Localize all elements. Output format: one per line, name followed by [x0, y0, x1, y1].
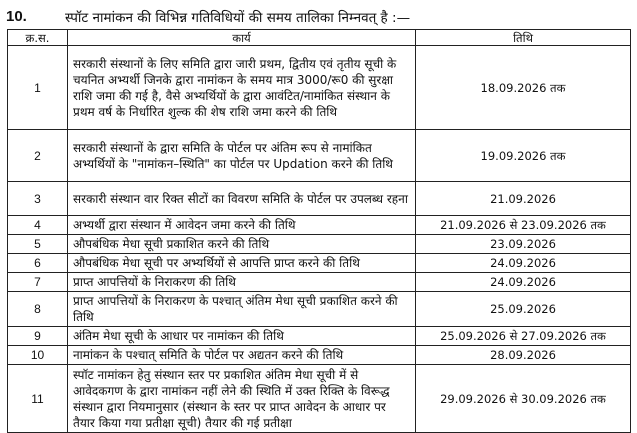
- row-date: 29.09.2026 से 30.09.2026 तक: [416, 365, 631, 433]
- row-activity: प्राप्त आपत्तियों के निराकरण की तिथि: [68, 273, 416, 292]
- section-title: स्पॉट नामांकन की विभिन्न गतिविधियों की समय तालिका निम्नवत् है :—: [65, 10, 411, 26]
- col-header-date: तिथि: [416, 30, 631, 46]
- col-header-activity: कार्य: [68, 30, 416, 46]
- row-date: 25.09.2026: [416, 292, 631, 327]
- table-row: [8, 273, 631, 292]
- row-sn: 9: [8, 327, 68, 346]
- row-activity: प्राप्त आपत्तियों के निराकरण के पश्चात् अंतिम मेधा सूची प्रकाशित करने की तिथि: [68, 292, 416, 327]
- section-heading: [0, 6, 637, 28]
- row-date: 25.09.2026 से 27.09.2026 तक: [416, 327, 631, 346]
- table-header-row: [8, 30, 631, 46]
- table-row: [8, 292, 631, 327]
- row-date: 19.09.2026 तक: [416, 130, 631, 182]
- table-row: [8, 365, 631, 433]
- table-row: [8, 346, 631, 365]
- row-activity: सरकारी संस्थान वार रिक्त सीटों का विवरण समिति के पोर्टल पर उपलब्ध रहना: [68, 182, 416, 216]
- row-sn: 2: [8, 130, 68, 182]
- row-activity: औपबंधिक मेधा सूची प्रकाशित करने की तिथि: [68, 235, 416, 254]
- table-row: [8, 130, 631, 182]
- row-date: 24.09.2026: [416, 254, 631, 273]
- row-activity: सरकारी संस्थानों के लिए समिति द्वारा जारी प्रथम, द्वितीय एवं तृतीय सूची के चयनित अभ्यर्थी जिनके द्वारा नामांकन के समय मात्र 3000/रू0 की सुरक्षा राशि जमा की गई है, वैसे अभ्यर्थियों के द्वारा आवंटित/नामांकित संस्थान के प्रथम वर्ष के निर्धारित शुल्क की शेष राशि जमा करने की तिथि: [68, 46, 416, 130]
- row-date: 21.09.2026: [416, 182, 631, 216]
- row-activity: अंतिम मेधा सूची के आधार पर नामांकन की तिथि: [68, 327, 416, 346]
- row-sn: 1: [8, 46, 68, 130]
- row-sn: 8: [8, 292, 68, 327]
- row-activity: स्पॉट नामांकन हेतु संस्थान स्तर पर प्रकाशित अंतिम मेधा सूची में से आवेदकगण के द्वारा नामांकन नहीं लेने की स्थिति में उक्त रिक्ति के विरूद्ध संस्थान द्वारा नियमानुसार (संस्थान के स्तर पर प्राप्त आवेदन के आधार पर तैयार किया गया प्रतीक्षा सूची) तैयार की गई प्रतीक्षा: [68, 365, 416, 433]
- row-sn: 6: [8, 254, 68, 273]
- row-activity: अभ्यर्थी द्वारा संस्थान में आवेदन जमा करने की तिथि: [68, 216, 416, 235]
- row-activity: सरकारी संस्थानों के द्वारा समिति के पोर्टल पर अंतिम रूप से नामांकित अभ्यर्थियों के "नामांकन–स्थिति" का पोर्टल पर Updation करने की तिथि: [68, 130, 416, 182]
- row-sn: 3: [8, 182, 68, 216]
- table-row: [8, 327, 631, 346]
- row-date: 21.09.2026 से 23.09.2026 तक: [416, 216, 631, 235]
- schedule-table: [7, 29, 631, 433]
- section-number: 10.: [6, 8, 27, 25]
- row-date: 28.09.2026: [416, 346, 631, 365]
- row-sn: 10: [8, 346, 68, 365]
- row-sn: 7: [8, 273, 68, 292]
- table-row: [8, 254, 631, 273]
- row-activity: औपबंधिक मेधा सूची पर अभ्यर्थियों से आपत्ति प्राप्त करने की तिथि: [68, 254, 416, 273]
- table-row: [8, 235, 631, 254]
- row-date: 18.09.2026 तक: [416, 46, 631, 130]
- row-activity: नामांकन के पश्चात् समिति के पोर्टल पर अद्यतन करने की तिथि: [68, 346, 416, 365]
- table-row: [8, 46, 631, 130]
- row-date: 24.09.2026: [416, 273, 631, 292]
- row-sn: 11: [8, 365, 68, 433]
- table-row: [8, 182, 631, 216]
- table-row: [8, 216, 631, 235]
- row-sn: 4: [8, 216, 68, 235]
- col-header-sn: क्र.स.: [8, 30, 68, 46]
- row-date: 23.09.2026: [416, 235, 631, 254]
- row-sn: 5: [8, 235, 68, 254]
